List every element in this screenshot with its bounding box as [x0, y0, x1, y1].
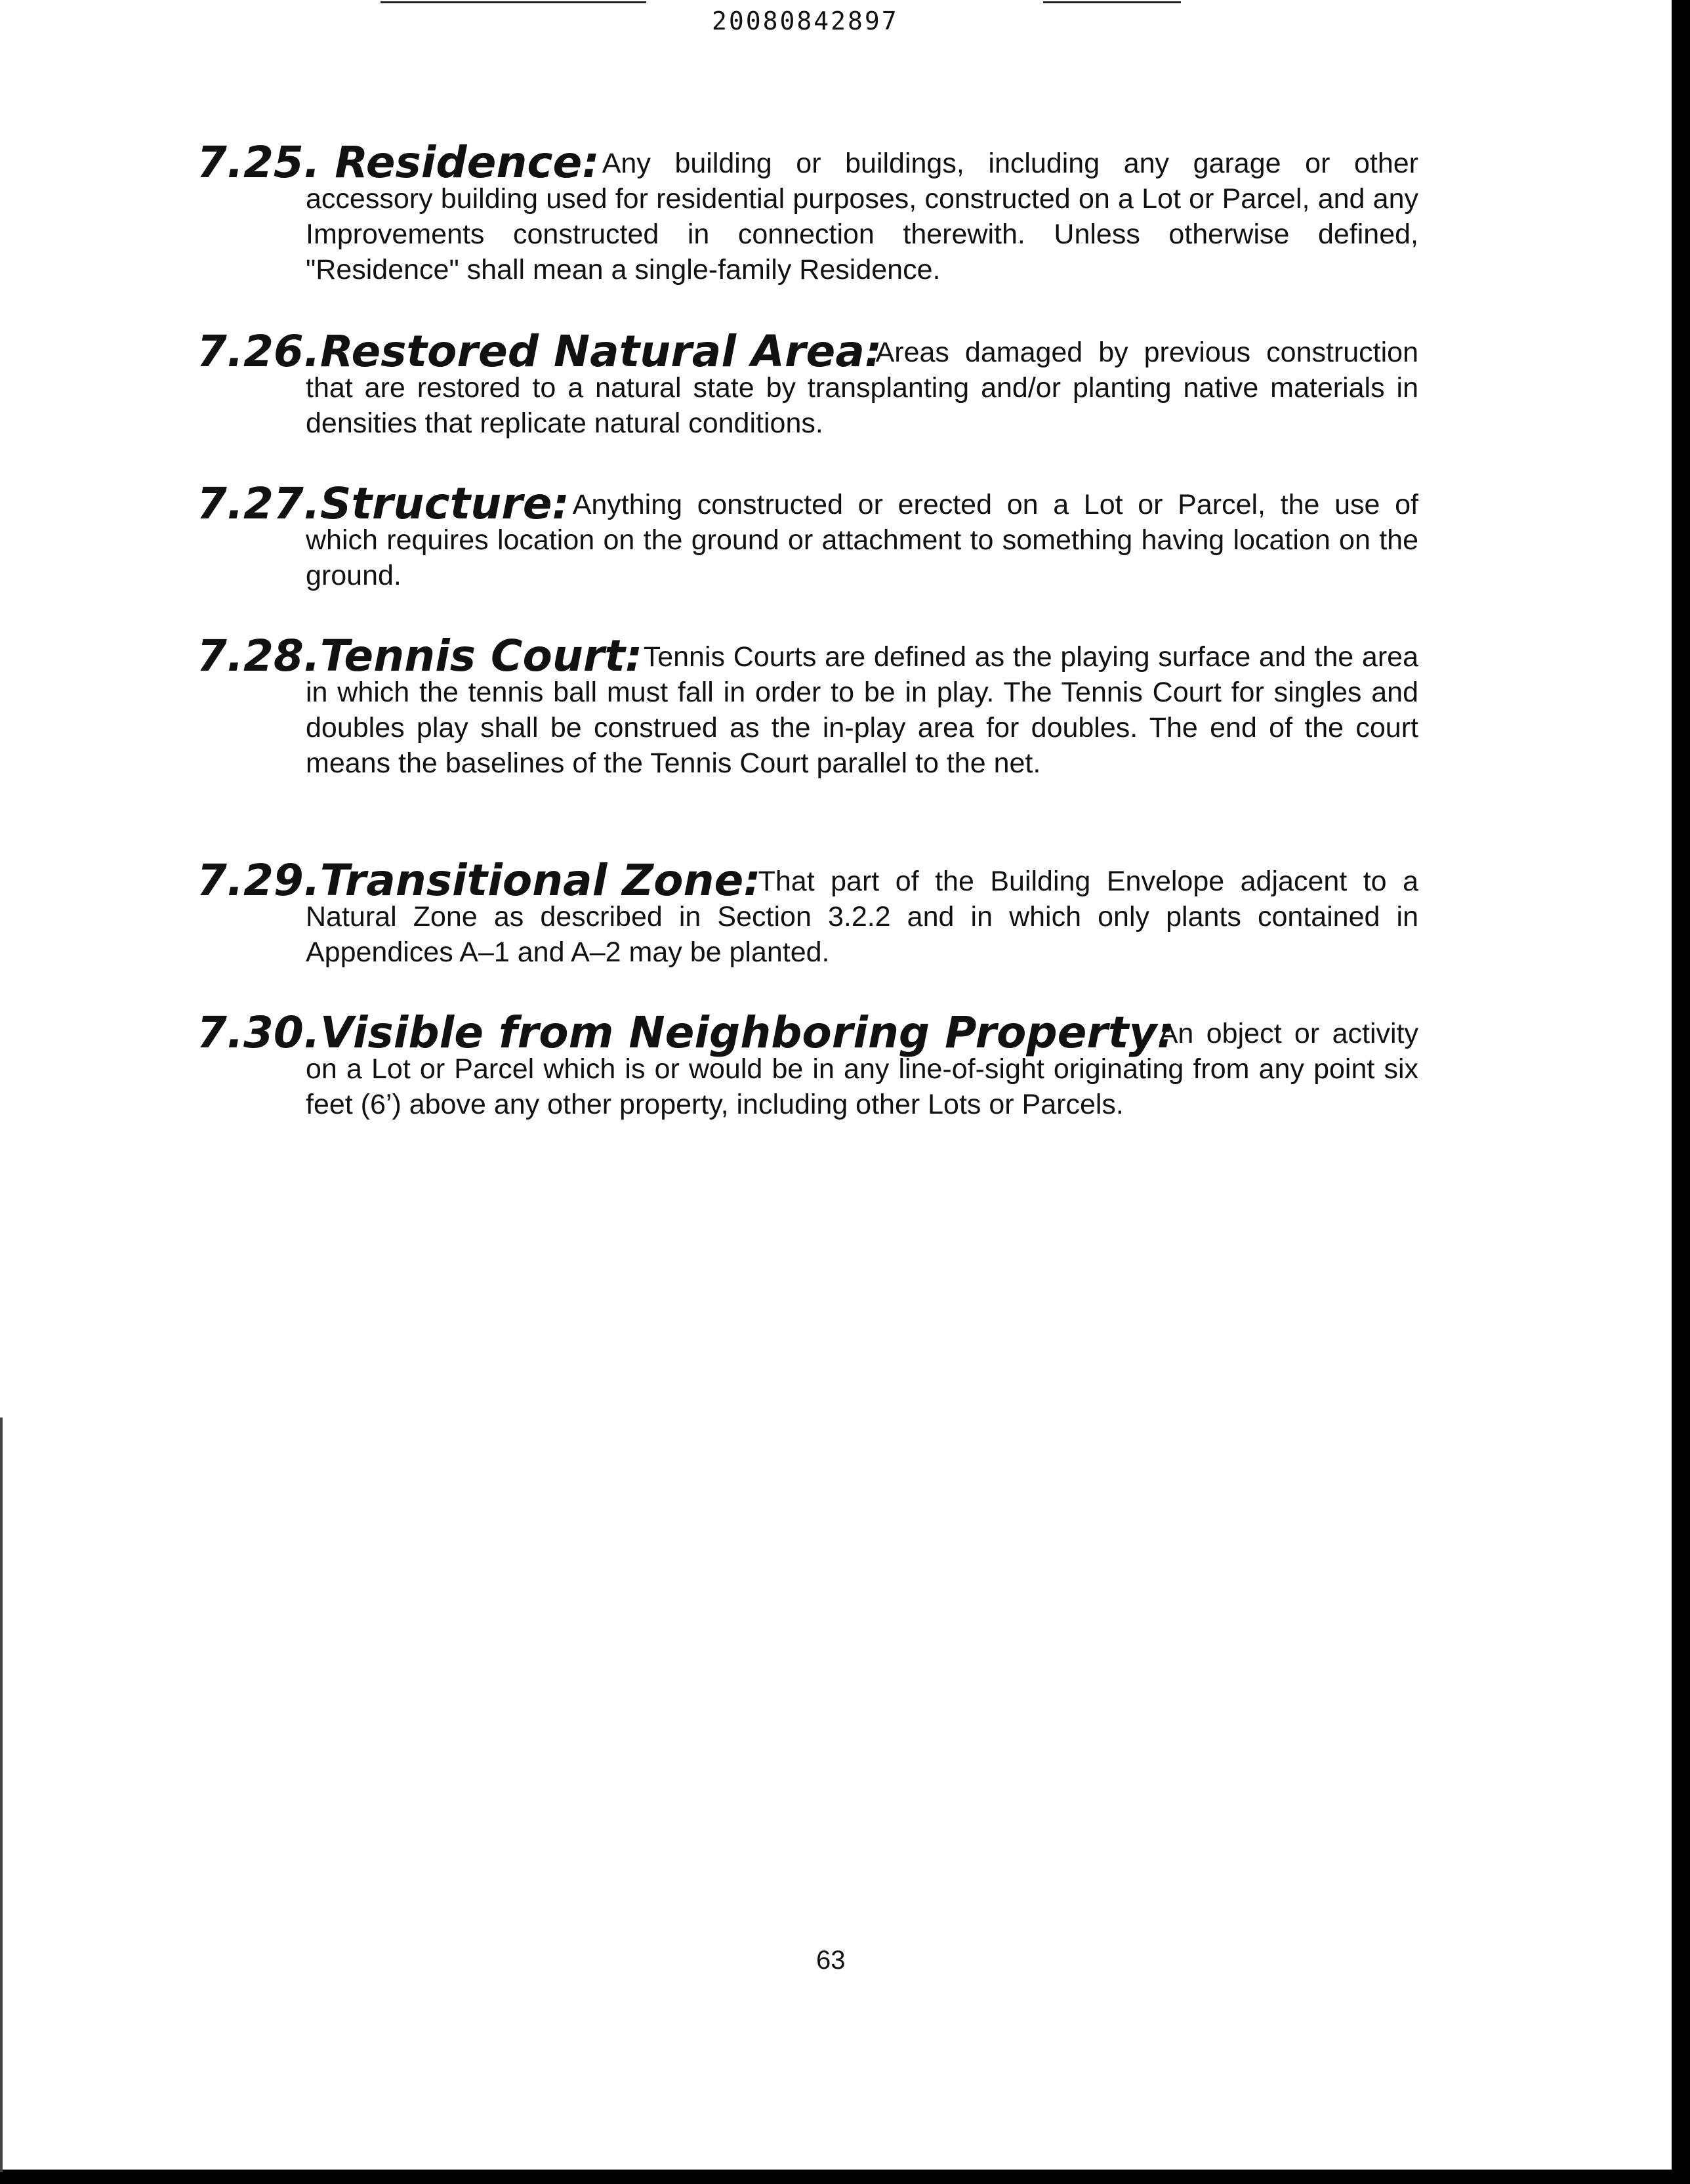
- definition-number: 7.27.: [197, 478, 320, 529]
- definition-number: 7.25.: [197, 137, 320, 188]
- definition-term: Restored Natural Area:: [319, 326, 882, 377]
- definition-term: Tennis Court:: [319, 631, 643, 681]
- definition-number: 7.28.: [197, 631, 320, 681]
- scan-border-bottom: [0, 2170, 1690, 2184]
- definition-number: 7.26.: [197, 326, 320, 377]
- definition-text: Tennis Courts are defined as the playing surface and the area in which the tennis ball must fall in order to be in play. The Tennis Court for singles and doubles play shall be construed as the in-play area for doubles. The end of the court means the baselines of the Tennis Court parallel to the net.: [306, 641, 1418, 779]
- top-rule-left: [381, 1, 646, 3]
- top-rule-right: [1043, 1, 1181, 3]
- definition-heading: [197, 478, 569, 529]
- definition-text: Any building or buildings, including any garage or other accessory building used for residential purposes, constructed on a Lot or Parcel, and any Improvements constructed in connection therewith. Unless otherwise defined, "Residence" shall mean a single-family Residence.: [306, 148, 1418, 285]
- definition-heading: [197, 631, 643, 681]
- definition-term: Residence:: [335, 137, 600, 188]
- definition-term: Structure:: [319, 478, 569, 529]
- definition-text: Anything constructed or erected on a Lot or Parcel, the use of which requires location on the ground or attachment to something having location on the ground.: [306, 489, 1418, 591]
- scan-border-left: [0, 1418, 3, 2172]
- definition-term: Transitional Zone:: [319, 855, 761, 906]
- scan-border-right: [1672, 0, 1690, 2184]
- definition-text: An object or activity on a Lot or Parcel which is or would be in any line-of-sight originating from any point six feet (6’) above any other property, including other Lots or Parcels.: [306, 1018, 1418, 1120]
- definition-term: Visible from Neighboring Property:: [319, 1007, 1174, 1058]
- definition-number: 7.29.: [197, 855, 320, 906]
- definition-heading: [197, 137, 600, 188]
- definition-number: 7.30.: [197, 1007, 320, 1058]
- definition-text: Areas damaged by previous construction that are restored to a natural state by transplanting and/or planting native materials in densities that replicate natural conditions.: [306, 337, 1418, 439]
- definition-heading: [197, 855, 761, 906]
- document-number: 20080842897: [712, 7, 899, 35]
- page-number: 63: [816, 1946, 846, 1975]
- definition-heading: [197, 326, 882, 377]
- definition-heading: [197, 1007, 1174, 1058]
- definition-text: That part of the Building Envelope adjacent to a Natural Zone as described in Section 3.2.2 and in which only plants contained in Appendices A–1 and A–2 may be planted.: [306, 866, 1418, 968]
